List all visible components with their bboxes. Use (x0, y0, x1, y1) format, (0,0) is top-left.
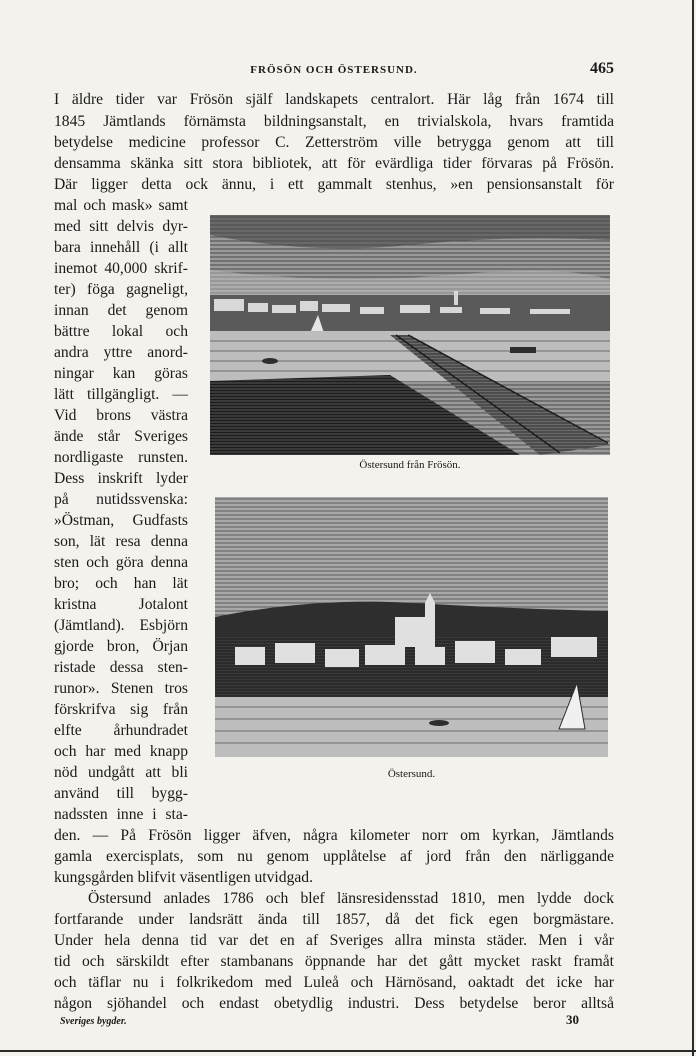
text-line: elfte århundradet (54, 722, 188, 739)
engraving-ostersund-from-froson-art (210, 215, 610, 455)
footer-signature: Sveriges bygder. (60, 1016, 127, 1027)
text-line: son, lät resa denna (54, 533, 188, 550)
text-line: förskrifva sig från (54, 701, 188, 718)
page-edge-bottom (0, 1050, 696, 1052)
text-line: bättre lokal och (54, 323, 188, 340)
text-line: fortfarande under landsrätt ända till 1857, då det fick egen borgmästare. (54, 911, 614, 928)
text-line: 1845 Jämtlands förnämsta bildningsanstalt, en trivialskola, hvars framtida (54, 113, 614, 130)
text-line: »Östman, Gudfasts (54, 512, 188, 529)
caption-top-figure: Östersund från Frösön. (359, 459, 461, 471)
text-line: Dess inskrift lyder (54, 470, 188, 487)
text-line: Östersund anlades 1786 och blef länsresidensstad 1810, men lydde dock (88, 890, 614, 907)
text-line: och har med knapp (54, 743, 188, 760)
text-line: mal och mask» samt (54, 197, 188, 214)
text-line: ningar kan göras (54, 365, 188, 382)
page-header (54, 60, 614, 80)
text-line: på nutidssvenska: (54, 491, 188, 508)
text-line: Under hela denna tid var det en af Sveriges allra minsta städer. Men i vår (54, 932, 614, 949)
engraving-ostersund (215, 497, 608, 757)
text-line: ter) föga gagneligt, (54, 281, 188, 298)
text-line: gjorde bron, Örjan (54, 638, 188, 655)
text-line: inemot 40,000 skrif- (54, 260, 188, 277)
text-line: bro; och han lät (54, 575, 188, 592)
text-line: I äldre tider var Frösön själf landskapets centralort. Här låg från 1674 till (54, 91, 614, 108)
text-line: betydelse medicine professor C. Zetterström ville betrygga genom att till (54, 134, 614, 151)
text-line: innan det genom (54, 302, 188, 319)
text-line: tid och särskildt efter stambanans öppnande har det gått mycket raskt framåt (54, 953, 614, 970)
text-line: kungsgården blifvit väsentligen utvidgad. (54, 869, 313, 886)
text-line: Vid brons västra (54, 407, 188, 424)
text-line: lätt tillgängligt. — (54, 386, 188, 403)
text-line: densamma skänka sitt stora bibliotek, att för evärdliga tider förvaras på Frösön. (54, 155, 614, 172)
text-line: gamla exercisplats, som nu genom upplåtelse af jord från den närliggande (54, 848, 614, 865)
text-line: den. — På Frösön ligger äfven, några kilometer norr om kyrkan, Jämtlands (54, 827, 614, 844)
text-line: Där ligger detta ock ännu, i ett gammalt stenhus, »en pensionsanstalt för (54, 176, 614, 193)
text-line: ände står Sveriges (54, 428, 188, 445)
text-line: med sitt delvis dyr- (54, 218, 188, 235)
text-line: nöd undgått att bli (54, 764, 188, 781)
text-line: sten och göra denna (54, 554, 188, 571)
text-line: ristade dessa sten- (54, 659, 188, 676)
text-line: andra yttre anord- (54, 344, 188, 361)
text-line: kristna Jotalont (54, 596, 188, 613)
engraving-ostersund-from-froson (210, 215, 610, 455)
text-line: runor». Stenen tros (54, 680, 188, 697)
text-line: bara innehåll (i allt (54, 239, 188, 256)
text-line: (Jämtland). Esbjörn (54, 617, 188, 634)
running-title: FRÖSÖN OCH ÖSTERSUND. (250, 64, 418, 76)
engraving-ostersund-art (215, 497, 608, 757)
footer-sheet-number: 30 (566, 1012, 579, 1027)
text-line: någon sjöhandel och endast obetydlig industri. Dess betydelse beror alltså (54, 995, 614, 1012)
caption-bottom-figure: Östersund. (387, 768, 436, 780)
text-line: nadssten inne i sta- (54, 806, 188, 823)
page-number: 465 (590, 60, 614, 77)
page-edge-right (692, 0, 694, 1056)
text-line: använd till bygg- (54, 785, 188, 802)
text-line: och täflar nu i folkrikedom med Luleå och Härnösand, oaktadt det icke har (54, 974, 614, 991)
text-line: nordligaste runsten. (54, 449, 188, 466)
